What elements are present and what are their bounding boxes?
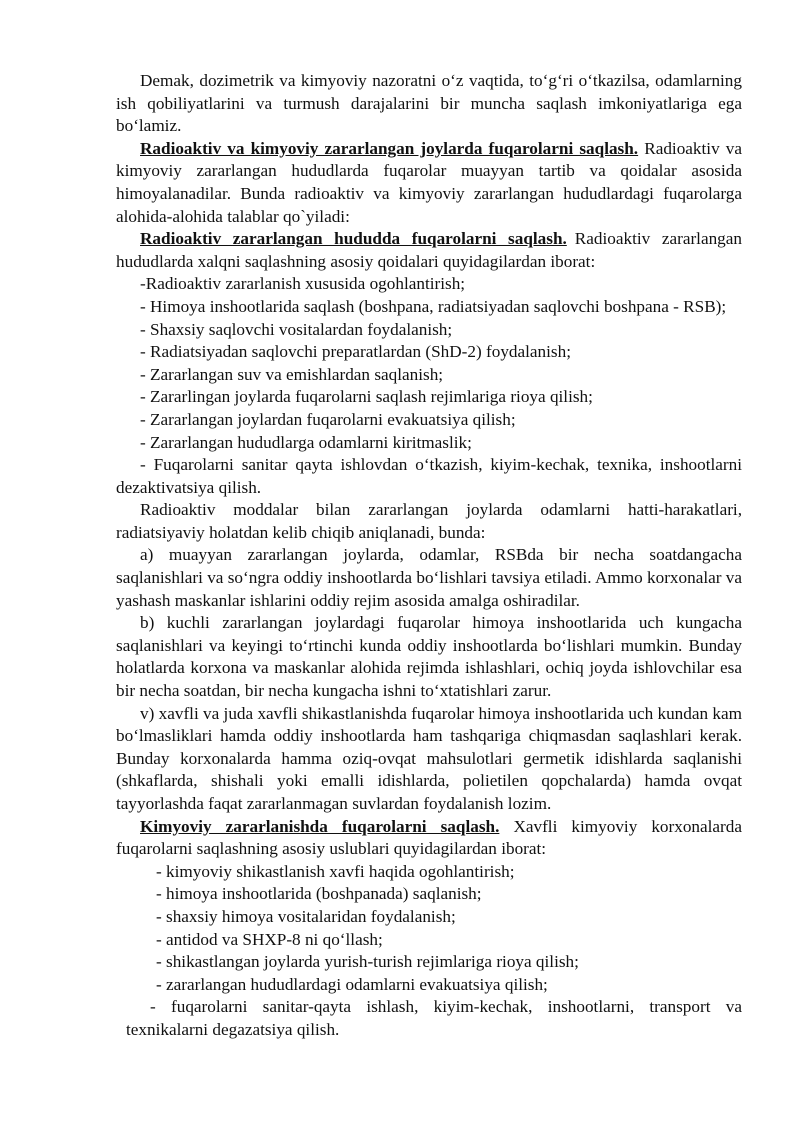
case-b-paragraph: b) kuchli zararlangan joylardagi fuqarolar himoya inshootlarida uch kungacha saqlanishlari va keyingi to‘rtinchi kunda oddiy inshootlarda bo‘lishlari mumkin. Bunday holatlarda korxona va maskanlar alohida rejimda ishlashlari, ochiq joyda ishlovchilar esa bir necha soatdan, bir necha kungacha ishni to‘xtatishlari zarur. (116, 613, 742, 701)
section-radio-paragraph (116, 228, 742, 273)
section-heading-radio: Radioaktiv zararlangan hududda fuqarolarni saqlash. (140, 229, 567, 249)
list-item: -Radioaktiv zararlanish xususida ogohlantirish; (140, 274, 466, 294)
list-item: - himoya inshootlarida (boshpanada) saqlanish; (156, 884, 482, 904)
list-item: - kimyoviy shikastlanish xavfi haqida ogohlantirish; (156, 861, 515, 881)
section-chem-paragraph (116, 816, 742, 861)
section-radio-chem-paragraph (116, 138, 742, 228)
list-item: - Radiatsiyadan saqlovchi preparatlardan (ShD-2) foydalanish; (140, 342, 571, 362)
list-item: - Himoya inshootlarida saqlash (boshpana, radiatsiyadan saqlovchi boshpana - RSB); (140, 296, 727, 316)
behavior-paragraph: Radioaktiv moddalar bilan zararlangan joylarda odamlarni hatti-harakatlari, radiatsiyaviy holatdan kelib chiqib aniqlanadi, bunda: (116, 500, 742, 542)
list-item: - Fuqarolarni sanitar qayta ishlovdan o‘tkazish, kiyim-kechak, texnika, inshootlarni dezaktivatsiya qilish. (116, 455, 742, 497)
list-item: - Zararlangan hududlarga odamlarni kiritmaslik; (140, 432, 472, 452)
intro-paragraph: Demak, dozimetrik va kimyoviy nazoratni o‘z vaqtida, to‘g‘ri o‘tkazilsa, odamlarning ish qobiliyatlarini va turmush darajalarini bir muncha saqlash imkoniyatlariga ega bo‘lamiz. (116, 71, 742, 136)
list-item: - Zararlangan suv va emishlardan saqlanish; (140, 364, 444, 384)
section-text-chem: Xavfli kimyoviy korxonalarda fuqarolarni saqlashning asosiy uslublari quyidagilardan iborat: (116, 816, 743, 859)
list-item: - Zararlingan joylarda fuqarolarni saqlash rejimlariga rioya qilish; (140, 387, 593, 407)
case-a-paragraph: a) muayyan zararlangan joylarda, odamlar, RSBda bir necha soatdangacha saqlanishlari va so‘ngra oddiy inshootlarda bo‘lishlari tavsiya etiladi. Ammo korxonalar va yashash maskanlar ishlarini oddiy rejim asosida amalga oshiradilar. (116, 545, 742, 610)
section-text-radio: Radioaktiv zararlangan hududlarda xalqni saqlashning asosiy qoidalari quyidagilardan iborat: (116, 229, 742, 271)
list-item: - zararlangan hududlardagi odamlarni evakuatsiya qilish; (156, 974, 548, 994)
list-item: - shikastlangan joylarda yurish-turish rejimlariga rioya qilish; (156, 952, 579, 972)
list-item: - antidod va SHXP-8 ni qo‘llash; (156, 929, 383, 949)
case-v-paragraph: v) xavfli va juda xavfli shikastlanishda fuqarolar himoya inshootlarida uch kundan kam bo‘lmasliklari hamda oddiy inshootlarda ham tashqariga chiqmasdan saqlashlari kerak. Bunday korxonalarda hamma oziq-ovqat mahsulotlari germetik idishlarda saqlanishi (shkaflarda, shishali yoki emalli idishlarda, polietilen qopchalarda) hamda ovqat tayyorlashda faqat zararlanmagan suvlardan foydalanish lozim. (116, 703, 742, 813)
section-heading-chem: Kimyoviy zararlanishda fuqarolarni saqlash. (140, 816, 500, 836)
section-heading-radio-chem: Radioaktiv va kimyoviy zararlangan joylarda fuqarolarni saqlash. (140, 138, 639, 158)
list-item: - Shaxsiy saqlovchi vositalardan foydalanish; (140, 319, 453, 339)
list-item: - Zararlangan joylardan fuqarolarni evakuatsiya qilish; (140, 409, 516, 429)
list-item: - shaxsiy himoya vositalaridan foydalanish; (156, 906, 456, 926)
list-item: - fuqarolarni sanitar-qayta ishlash, kiyim-kechak, inshootlarni, transport va texnikalarni degazatsiya qilish. (126, 997, 742, 1039)
section-text-radio-chem: Radioaktiv va kimyoviy zararlangan hududlarda fuqarolar muayyan tartib va qoidalar asosida himoyalanadilar. Bunda radioaktiv va kimyoviy zararlangan hududlardagi fuqarolarga alohida-alohida talablar qo`yiladi: (116, 138, 742, 226)
